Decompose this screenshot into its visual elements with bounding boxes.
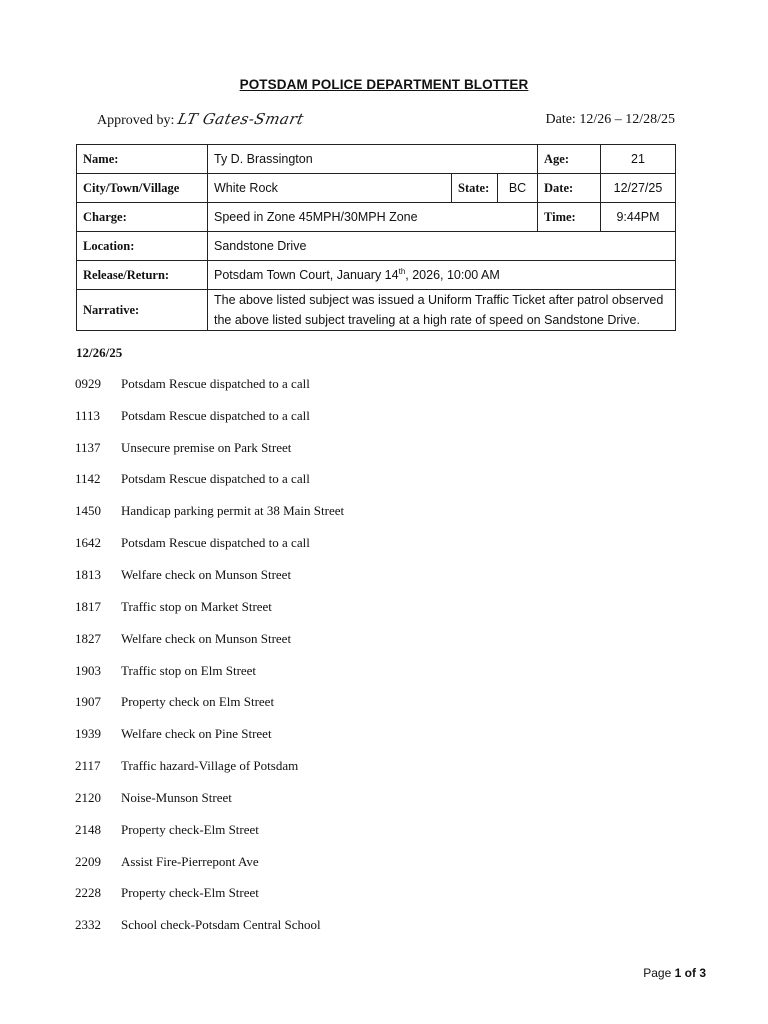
location-row <box>77 232 676 261</box>
log-entry <box>75 591 344 623</box>
log-date-heading: 12/26/25 <box>76 345 123 360</box>
release-ordinal-suffix: th <box>398 267 406 277</box>
log-entry-description: Unsecure premise on Park Street <box>121 439 292 455</box>
log-entry-description: Traffic stop on Market Street <box>121 598 272 614</box>
time-label: Time: <box>538 203 601 232</box>
log-entry <box>75 400 344 432</box>
page-of: of <box>684 966 696 980</box>
charge-label: Charge: <box>77 203 208 232</box>
state-value: BC <box>498 174 538 203</box>
approval-line <box>97 110 307 129</box>
release-text-end: , 2026, 10:00 AM <box>405 268 500 283</box>
log-entry-description: Potsdam Rescue dispatched to a call <box>121 407 310 423</box>
charge-value: Speed in Zone 45MPH/30MPH Zone <box>208 203 538 232</box>
log-entry <box>75 527 344 559</box>
charge-row <box>77 203 676 232</box>
log-entry-time: 2209 <box>75 853 101 869</box>
log-entry-time: 0929 <box>75 375 101 391</box>
log-entry-description: School check-Potsdam Central School <box>121 917 321 933</box>
city-value: White Rock <box>208 174 452 203</box>
age-label: Age: <box>538 145 601 174</box>
city-row <box>77 174 676 203</box>
log-entry-description: Property check on Elm Street <box>121 694 275 710</box>
log-entry <box>75 878 344 910</box>
approved-label: Approved by: <box>97 113 175 128</box>
log-entry-description: Potsdam Rescue dispatched to a call <box>121 535 310 551</box>
name-row <box>77 145 676 174</box>
log-entry <box>75 368 344 400</box>
log-entry <box>75 432 344 464</box>
log-entry-time: 2332 <box>75 917 101 933</box>
approver-signature: LT Gates-Smart <box>176 110 307 128</box>
date-value: 12/27/25 <box>601 174 676 203</box>
log-entry <box>75 623 344 655</box>
page-word: Page <box>643 966 672 980</box>
age-value: 21 <box>601 145 676 174</box>
log-entry-time: 2120 <box>75 789 101 805</box>
log-entry-time: 1142 <box>75 471 101 487</box>
log-entry-time: 1903 <box>75 662 101 678</box>
time-value: 9:44PM <box>601 203 676 232</box>
log-entry <box>75 718 344 750</box>
log-entry-description: Welfare check on Munson Street <box>121 630 292 646</box>
date-range: Date: 12/26 – 12/28/25 <box>545 112 675 127</box>
state-label: State: <box>452 174 498 203</box>
log-entry-description: Traffic stop on Elm Street <box>121 662 257 678</box>
log-entry-description: Potsdam Rescue dispatched to a call <box>121 375 310 391</box>
page-number <box>643 966 706 980</box>
city-label: City/Town/Village <box>77 174 208 203</box>
name-label: Name: <box>77 145 208 174</box>
narrative-row <box>77 290 676 331</box>
log-entry-description: Noise-Munson Street <box>121 789 232 805</box>
log-entry <box>75 495 344 527</box>
name-value: Ty D. Brassington <box>208 145 538 174</box>
narrative-value <box>208 290 676 331</box>
log-entry-description: Property check-Elm Street <box>121 821 259 837</box>
log-entry <box>75 814 344 846</box>
log-entry-time: 2148 <box>75 821 101 837</box>
release-text-start: Potsdam Town Court, January 14 <box>214 268 399 283</box>
page-total: 3 <box>699 966 706 980</box>
log-entry <box>75 686 344 718</box>
log-entry-time: 1813 <box>75 566 101 582</box>
narrative-line-1: The above listed subject was issued a Uniform Traffic Ticket after patrol observed <box>214 293 664 307</box>
log-entry <box>75 464 344 496</box>
log-entry-time: 1450 <box>75 503 101 519</box>
log-entry-time: 1939 <box>75 726 101 742</box>
date-label: Date: <box>538 174 601 203</box>
release-row <box>77 261 676 290</box>
log-entry-description: Traffic hazard-Village of Potsdam <box>121 758 299 774</box>
incident-record-table <box>76 144 676 331</box>
log-entry <box>75 750 344 782</box>
log-entry-time: 1827 <box>75 630 101 646</box>
narrative-label: Narrative: <box>77 290 208 331</box>
log-entry-description: Welfare check on Munson Street <box>121 566 292 582</box>
log-entry-time: 1642 <box>75 535 101 551</box>
log-entry <box>75 846 344 878</box>
log-entry-time: 1113 <box>75 407 101 423</box>
log-entry-description: Welfare check on Pine Street <box>121 726 272 742</box>
log-entry-time: 2117 <box>75 758 101 774</box>
log-entry <box>75 782 344 814</box>
log-entry-description: Property check-Elm Street <box>121 885 259 901</box>
log-entry-description: Handicap parking permit at 38 Main Street <box>121 503 345 519</box>
release-label: Release/Return: <box>77 261 208 290</box>
log-entry-description: Assist Fire-Pierrepont Ave <box>121 853 259 869</box>
log-entry <box>75 909 344 941</box>
release-value <box>208 261 676 290</box>
page-title: POTSDAM POLICE DEPARTMENT BLOTTER <box>239 77 529 92</box>
page-current: 1 <box>674 966 682 980</box>
log-entry-time: 1817 <box>75 598 101 614</box>
log-entry <box>75 559 344 591</box>
log-entry-time: 1907 <box>75 694 101 710</box>
narrative-line-2: the above listed subject traveling at a high rate of speed on Sandstone Drive. <box>214 313 640 327</box>
blotter-log <box>75 368 344 941</box>
log-entry-time: 2228 <box>75 885 101 901</box>
log-entry-description: Potsdam Rescue dispatched to a call <box>121 471 310 487</box>
location-value: Sandstone Drive <box>208 232 676 261</box>
log-entry <box>75 655 344 687</box>
log-entry-time: 1137 <box>75 439 101 455</box>
location-label: Location: <box>77 232 208 261</box>
